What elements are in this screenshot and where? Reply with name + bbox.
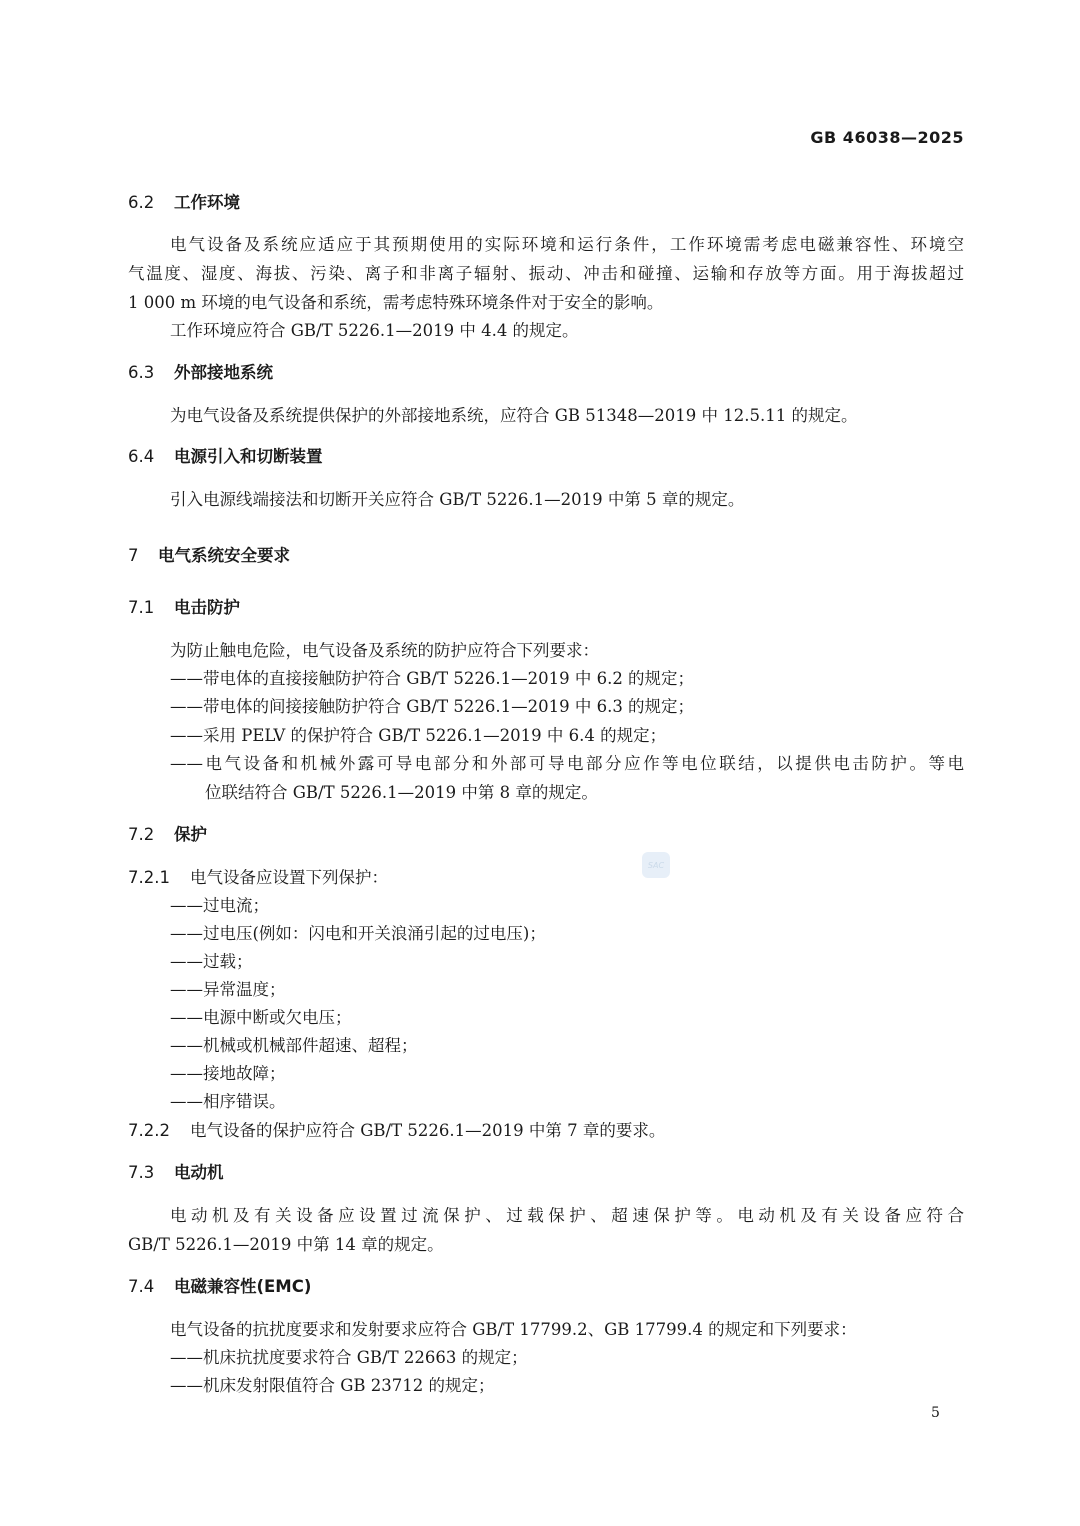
heading-number: 6.2 bbox=[128, 193, 155, 212]
list-item-continuation: 位联结符合 GB/T 5226.1—2019 中第 8 章的规定。 bbox=[205, 783, 598, 802]
list-item: ——过载； bbox=[170, 952, 253, 971]
clause-text: 电气设备的保护应符合 GB/T 5226.1—2019 中第 7 章的要求。 bbox=[190, 1121, 666, 1140]
heading-number: 6.3 bbox=[128, 363, 155, 382]
list-item: ——过电流； bbox=[170, 896, 269, 915]
heading-7-4 bbox=[128, 1276, 311, 1298]
clause-7-2-2 bbox=[128, 1120, 665, 1142]
clause-number: 7.2.1 bbox=[128, 868, 170, 887]
chapter-7-heading bbox=[128, 545, 290, 567]
paragraph-line: 电气设备及系统应适应于其预期使用的实际环境和运行条件，工作环境需考虑电磁兼容性、环境空 bbox=[170, 235, 964, 254]
paragraph-line: 为电气设备及系统提供保护的外部接地系统，应符合 GB 51348—2019 中 12.5.11 的规定。 bbox=[170, 406, 858, 425]
heading-number: 7.2 bbox=[128, 825, 155, 844]
heading-6-3 bbox=[128, 362, 273, 384]
document-code: GB 46038—2025 bbox=[810, 128, 964, 147]
list-item: ——机械或机械部件超速、超程； bbox=[170, 1036, 418, 1055]
list-item: ——采用 PELV 的保护符合 GB/T 5226.1—2019 中 6.4 的规定； bbox=[170, 726, 667, 745]
list-item: ——带电体的直接接触防护符合 GB/T 5226.1—2019 中 6.2 的规定； bbox=[170, 669, 695, 688]
list-item: ——接地故障； bbox=[170, 1064, 286, 1083]
paragraph-line: 引入电源线端接法和切断开关应符合 GB/T 5226.1—2019 中第 5 章的规定。 bbox=[170, 490, 745, 509]
list-item: ——过电压(例如：闪电和开关浪涌引起的过电压)； bbox=[170, 924, 546, 943]
heading-title: 电击防护 bbox=[174, 598, 240, 617]
heading-title: 电气系统安全要求 bbox=[158, 546, 290, 565]
clause-text: 电气设备应设置下列保护： bbox=[190, 868, 388, 887]
heading-6-4 bbox=[128, 446, 323, 468]
heading-title: 电动机 bbox=[174, 1163, 224, 1182]
list-item: ——机床抗扰度要求符合 GB/T 22663 的规定； bbox=[170, 1348, 528, 1367]
paragraph-line: 电气设备的抗扰度要求和发射要求应符合 GB/T 17799.2、GB 17799.4 的规定和下列要求： bbox=[170, 1320, 857, 1339]
heading-title: 外部接地系统 bbox=[174, 363, 273, 382]
paragraph-line: GB/T 5226.1—2019 中第 14 章的规定。 bbox=[128, 1235, 444, 1254]
list-item: ——带电体的间接接触防护符合 GB/T 5226.1—2019 中 6.3 的规定； bbox=[170, 697, 695, 716]
heading-number: 7 bbox=[128, 546, 139, 565]
paragraph-line: 工作环境应符合 GB/T 5226.1—2019 中 4.4 的规定。 bbox=[170, 321, 579, 340]
page-number: 5 bbox=[931, 1405, 940, 1421]
clause-number: 7.2.2 bbox=[128, 1121, 170, 1140]
heading-number: 6.4 bbox=[128, 447, 155, 466]
heading-7-3 bbox=[128, 1162, 224, 1184]
paragraph-line: 为防止触电危险，电气设备及系统的防护应符合下列要求： bbox=[170, 641, 599, 660]
list-item: ——电源中断或欠电压； bbox=[170, 1008, 352, 1027]
list-item: ——异常温度； bbox=[170, 980, 286, 999]
heading-7-1 bbox=[128, 597, 240, 619]
heading-number: 7.1 bbox=[128, 598, 155, 617]
clause-7-2-1 bbox=[128, 867, 388, 889]
heading-number: 7.4 bbox=[128, 1277, 155, 1296]
paragraph-line: 电动机及有关设备应设置过流保护、过载保护、超速保护等。电动机及有关设备应符合 bbox=[170, 1206, 964, 1225]
paragraph-line: 气温度、湿度、海拔、污染、离子和非离子辐射、振动、冲击和碰撞、运输和存放等方面。用于海拔超过 bbox=[128, 264, 964, 283]
heading-title: 工作环境 bbox=[174, 193, 240, 212]
paragraph-line: 1 000 m 环境的电气设备和系统，需考虑特殊环境条件对于安全的影响。 bbox=[128, 293, 664, 312]
list-item: ——电气设备和机械外露可导电部分和外部可导电部分应作等电位联结，以提供电击防护。等电 bbox=[170, 754, 964, 773]
heading-title: 电源引入和切断装置 bbox=[174, 447, 323, 466]
heading-7-2 bbox=[128, 824, 207, 846]
watermark-logo: SAC bbox=[642, 852, 670, 878]
heading-number: 7.3 bbox=[128, 1163, 155, 1182]
heading-title: 电磁兼容性(EMC) bbox=[174, 1277, 312, 1296]
list-item: ——相序错误。 bbox=[170, 1092, 286, 1111]
heading-title: 保护 bbox=[174, 825, 207, 844]
list-item: ——机床发射限值符合 GB 23712 的规定； bbox=[170, 1376, 495, 1395]
heading-6-2 bbox=[128, 192, 240, 214]
